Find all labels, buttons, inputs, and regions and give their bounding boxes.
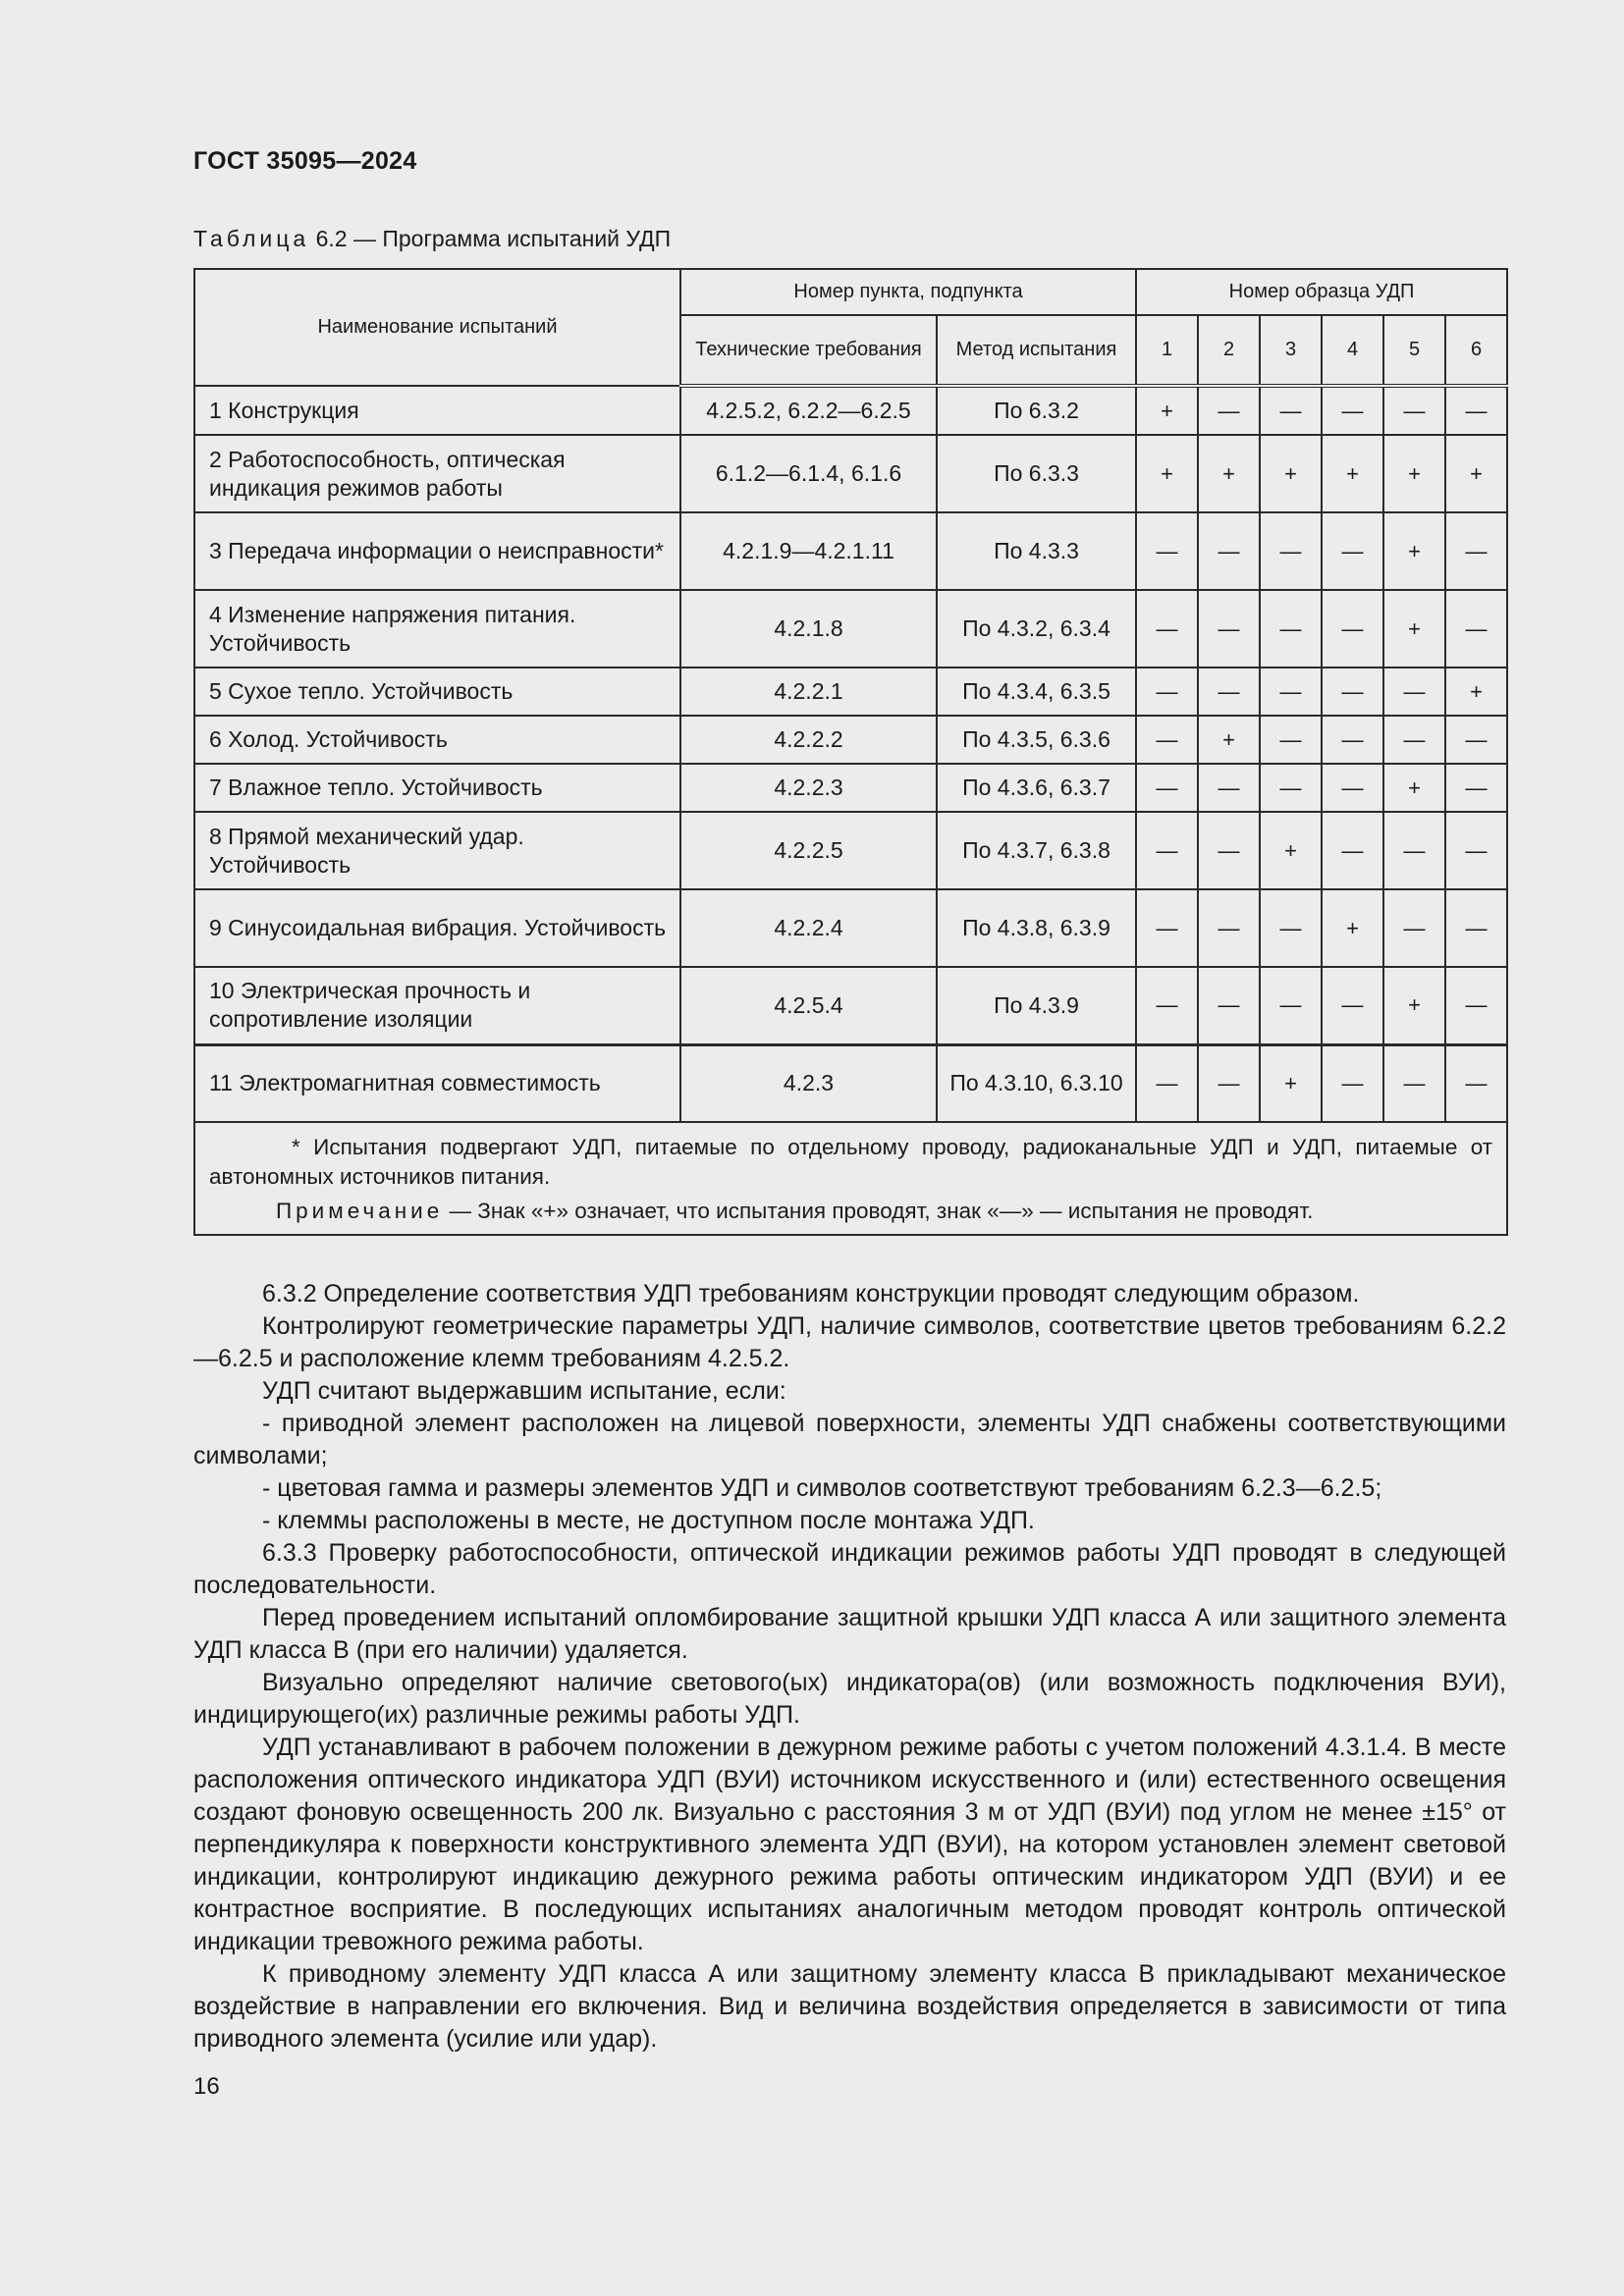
- body-paragraph: К приводному элементу УДП класса А или защитному элементу класса В прикладывают механическое воздействие в направлении его включения. Вид и величина воздействия определяется в зависимости от типа приводного элемента (усилие или удар).: [193, 1960, 1506, 2053]
- sample-3-mark: —: [1260, 386, 1322, 435]
- sample-1-mark: —: [1136, 512, 1198, 590]
- header-test-name: Наименование испытаний: [194, 269, 680, 386]
- sample-3-mark: —: [1260, 512, 1322, 590]
- page-number: 16: [193, 2073, 220, 2100]
- sample-6-mark: —: [1445, 889, 1507, 967]
- table-footnote: * Испытания подвергают УДП, питаемые по отдельному проводу, радиоканальные УДП и УДП, питаемые от автономных источников питания.: [209, 1135, 1493, 1189]
- header-sample-1: 1: [1136, 315, 1198, 386]
- header-sample-6: 6: [1445, 315, 1507, 386]
- header-test-method: Метод испытания: [937, 315, 1136, 386]
- sample-6-mark: —: [1445, 512, 1507, 590]
- sample-2-mark: —: [1198, 1044, 1260, 1122]
- sample-4-mark: —: [1322, 1044, 1383, 1122]
- sample-2-mark: —: [1198, 889, 1260, 967]
- test-name-cell: 8 Прямой механический удар. Устойчивость: [194, 812, 680, 889]
- sample-2-mark: —: [1198, 386, 1260, 435]
- sample-3-mark: —: [1260, 889, 1322, 967]
- tech-requirements-cell: 6.1.2—6.1.4, 6.1.6: [680, 435, 937, 512]
- sample-1-mark: —: [1136, 967, 1198, 1044]
- test-method-cell: По 4.3.7, 6.3.8: [937, 812, 1136, 889]
- test-method-cell: По 4.3.3: [937, 512, 1136, 590]
- sample-5-mark: +: [1383, 512, 1445, 590]
- sample-1-mark: —: [1136, 667, 1198, 716]
- sample-3-mark: +: [1260, 812, 1322, 889]
- table-note: [209, 1197, 1492, 1226]
- sample-4-mark: +: [1322, 435, 1383, 512]
- sample-2-mark: +: [1198, 435, 1260, 512]
- sample-3-mark: +: [1260, 1044, 1322, 1122]
- tech-requirements-cell: 4.2.2.3: [680, 764, 937, 812]
- body-paragraph: - клеммы расположены в месте, не доступном после монтажа УДП.: [262, 1507, 1035, 1534]
- table-row: [194, 1044, 1507, 1122]
- sample-6-mark: +: [1445, 435, 1507, 512]
- sample-3-mark: —: [1260, 590, 1322, 667]
- sample-4-mark: —: [1322, 386, 1383, 435]
- table-row: [194, 967, 1507, 1044]
- body-paragraph: Контролируют геометрические параметры УДП, наличие символов, соответствие цветов требованиям 6.2.2—6.2.5 и расположение клемм требованиям 4.2.5.2.: [193, 1312, 1506, 1372]
- header-sample-number: Номер образца УДП: [1136, 269, 1507, 315]
- table-row: [194, 512, 1507, 590]
- sample-5-mark: —: [1383, 1044, 1445, 1122]
- document-header: ГОСТ 35095—2024: [193, 147, 417, 175]
- body-paragraph: 6.3.2 Определение соответствия УДП требованиям конструкции проводят следующим образом.: [262, 1280, 1360, 1308]
- sample-5-mark: —: [1383, 889, 1445, 967]
- tech-requirements-cell: 4.2.5.2, 6.2.2—6.2.5: [680, 386, 937, 435]
- sample-3-mark: —: [1260, 967, 1322, 1044]
- body-paragraph: УДП считают выдержавшим испытание, если:: [262, 1377, 786, 1405]
- table-notes: [194, 1122, 1507, 1235]
- sample-2-mark: —: [1198, 764, 1260, 812]
- body-paragraph: - приводной элемент расположен на лицевой поверхности, элементы УДП снабжены соответствующими символами;: [193, 1410, 1506, 1469]
- table-body: [194, 386, 1507, 1122]
- body-text: [193, 1278, 1506, 2056]
- sample-4-mark: —: [1322, 716, 1383, 764]
- sample-4-mark: —: [1322, 967, 1383, 1044]
- sample-3-mark: +: [1260, 435, 1322, 512]
- sample-2-mark: —: [1198, 667, 1260, 716]
- sample-2-mark: —: [1198, 590, 1260, 667]
- sample-1-mark: —: [1136, 812, 1198, 889]
- header-sample-2: 2: [1198, 315, 1260, 386]
- test-name-cell: 2 Работоспособность, оптическая индикация режимов работы: [194, 435, 680, 512]
- sample-6-mark: —: [1445, 590, 1507, 667]
- test-method-cell: По 4.3.10, 6.3.10: [937, 1044, 1136, 1122]
- sample-5-mark: +: [1383, 967, 1445, 1044]
- sample-4-mark: —: [1322, 812, 1383, 889]
- sample-5-mark: +: [1383, 435, 1445, 512]
- table-caption-prefix: Таблица: [193, 226, 310, 251]
- sample-5-mark: +: [1383, 590, 1445, 667]
- sample-1-mark: —: [1136, 1044, 1198, 1122]
- sample-2-mark: —: [1198, 967, 1260, 1044]
- sample-6-mark: +: [1445, 667, 1507, 716]
- sample-1-mark: +: [1136, 386, 1198, 435]
- body-paragraph: Визуально определяют наличие светового(ых) индикатора(ов) (или возможность подключения ВУИ), индицирующего(их) различные режимы работы УДП.: [193, 1669, 1506, 1729]
- test-name-cell: 9 Синусоидальная вибрация. Устойчивость: [194, 889, 680, 967]
- sample-5-mark: —: [1383, 386, 1445, 435]
- sample-5-mark: +: [1383, 764, 1445, 812]
- test-method-cell: По 4.3.6, 6.3.7: [937, 764, 1136, 812]
- sample-5-mark: —: [1383, 812, 1445, 889]
- sample-1-mark: —: [1136, 590, 1198, 667]
- sample-3-mark: —: [1260, 716, 1322, 764]
- test-name-cell: 10 Электрическая прочность и сопротивление изоляции: [194, 967, 680, 1044]
- sample-2-mark: —: [1198, 812, 1260, 889]
- sample-5-mark: —: [1383, 716, 1445, 764]
- table-row: [194, 435, 1507, 512]
- test-name-cell: 6 Холод. Устойчивость: [194, 716, 680, 764]
- sample-6-mark: —: [1445, 716, 1507, 764]
- test-method-cell: По 6.3.2: [937, 386, 1136, 435]
- header-clause-number: Номер пункта, подпункта: [680, 269, 1136, 315]
- sample-3-mark: —: [1260, 764, 1322, 812]
- sample-4-mark: —: [1322, 512, 1383, 590]
- test-method-cell: По 6.3.3: [937, 435, 1136, 512]
- table-caption-text: 6.2 — Программа испытаний УДП: [309, 226, 672, 251]
- sample-1-mark: —: [1136, 716, 1198, 764]
- tech-requirements-cell: 4.2.1.8: [680, 590, 937, 667]
- test-method-cell: По 4.3.9: [937, 967, 1136, 1044]
- sample-6-mark: —: [1445, 967, 1507, 1044]
- test-name-cell: 7 Влажное тепло. Устойчивость: [194, 764, 680, 812]
- sample-4-mark: —: [1322, 590, 1383, 667]
- tech-requirements-cell: 4.2.5.4: [680, 967, 937, 1044]
- table-caption: [193, 226, 671, 252]
- test-name-cell: 3 Передача информации о неисправности*: [194, 512, 680, 590]
- table-row: [194, 889, 1507, 967]
- note-prefix: Примечание: [276, 1199, 444, 1223]
- tech-requirements-cell: 4.2.2.1: [680, 667, 937, 716]
- tech-requirements-cell: 4.2.3: [680, 1044, 937, 1122]
- header-tech-requirements: Технические требования: [680, 315, 937, 386]
- sample-1-mark: —: [1136, 764, 1198, 812]
- test-method-cell: По 4.3.5, 6.3.6: [937, 716, 1136, 764]
- sample-2-mark: —: [1198, 512, 1260, 590]
- sample-4-mark: —: [1322, 667, 1383, 716]
- sample-1-mark: —: [1136, 889, 1198, 967]
- table-row: [194, 812, 1507, 889]
- sample-6-mark: —: [1445, 1044, 1507, 1122]
- header-sample-5: 5: [1383, 315, 1445, 386]
- sample-4-mark: +: [1322, 889, 1383, 967]
- body-paragraph: УДП устанавливают в рабочем положении в дежурном режиме работы с учетом положений 4.3.1.4. В месте расположения оптического индикатора УДП (ВУИ) источником искусственного и (или) естественного освещения создают фоновую освещенность 200 лк. Визуально с расстояния 3 м от УДП (ВУИ) под углом не менее ±15° от перпендикуляра к поверхности конструктивного элемента УДП (ВУИ), на котором установлен элемент световой индикации, контролируют индикацию дежурного режима работы оптическим индикатором УДП (ВУИ) и ее контрастное восприятие. В последующих испытаниях аналогичным методом проводят контроль оптической индикации тревожного режима работы.: [193, 1734, 1506, 1955]
- test-program-table: [193, 268, 1508, 1236]
- note-text: — Знак «+» означает, что испытания проводят, знак «—» — испытания не проводят.: [443, 1199, 1314, 1223]
- header-sample-4: 4: [1322, 315, 1383, 386]
- test-name-cell: 1 Конструкция: [194, 386, 680, 435]
- sample-2-mark: +: [1198, 716, 1260, 764]
- tech-requirements-cell: 4.2.1.9—4.2.1.11: [680, 512, 937, 590]
- test-method-cell: По 4.3.2, 6.3.4: [937, 590, 1136, 667]
- sample-4-mark: —: [1322, 764, 1383, 812]
- sample-3-mark: —: [1260, 667, 1322, 716]
- sample-6-mark: —: [1445, 764, 1507, 812]
- test-method-cell: По 4.3.4, 6.3.5: [937, 667, 1136, 716]
- test-name-cell: 4 Изменение напряжения питания. Устойчивость: [194, 590, 680, 667]
- body-paragraph: Перед проведением испытаний опломбирование защитной крышки УДП класса А или защитного элемента УДП класса В (при его наличии) удаляется.: [193, 1604, 1506, 1664]
- table-row: [194, 764, 1507, 812]
- body-paragraph: - цветовая гамма и размеры элементов УДП и символов соответствуют требованиям 6.2.3—6.2.5;: [262, 1474, 1382, 1502]
- sample-6-mark: —: [1445, 386, 1507, 435]
- header-sample-3: 3: [1260, 315, 1322, 386]
- table-row: [194, 590, 1507, 667]
- tech-requirements-cell: 4.2.2.4: [680, 889, 937, 967]
- sample-6-mark: —: [1445, 812, 1507, 889]
- tech-requirements-cell: 4.2.2.2: [680, 716, 937, 764]
- tech-requirements-cell: 4.2.2.5: [680, 812, 937, 889]
- test-method-cell: По 4.3.8, 6.3.9: [937, 889, 1136, 967]
- table-row: [194, 716, 1507, 764]
- test-name-cell: 5 Сухое тепло. Устойчивость: [194, 667, 680, 716]
- table-row: [194, 667, 1507, 716]
- table-row: [194, 386, 1507, 435]
- test-name-cell: 11 Электромагнитная совместимость: [194, 1044, 680, 1122]
- sample-5-mark: —: [1383, 667, 1445, 716]
- sample-1-mark: +: [1136, 435, 1198, 512]
- body-paragraph: 6.3.3 Проверку работоспособности, оптической индикации режимов работы УДП проводят в следующей последовательности.: [193, 1539, 1506, 1599]
